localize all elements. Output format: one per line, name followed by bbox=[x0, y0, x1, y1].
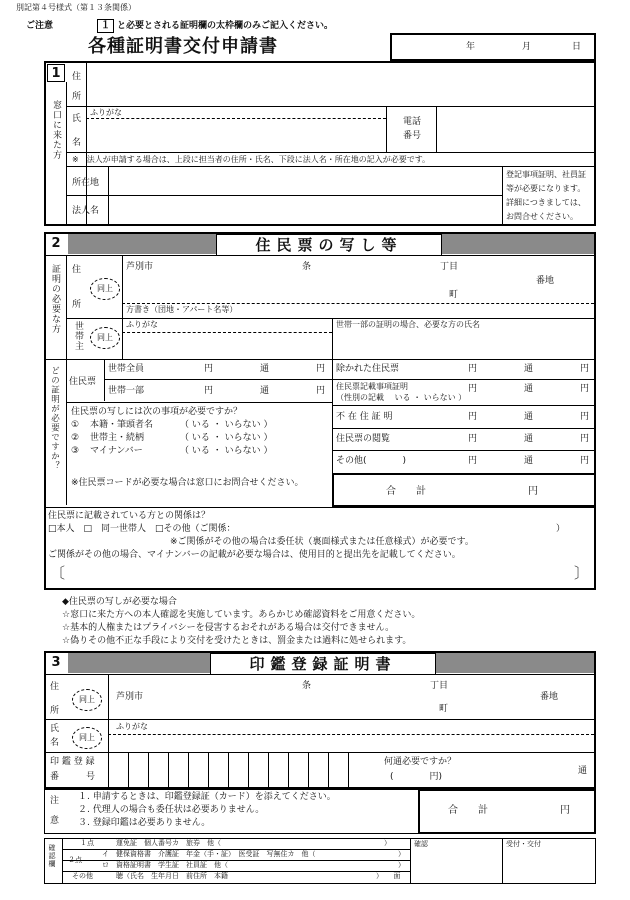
option-mynumber[interactable]: （ いる ・ いらない ） bbox=[180, 446, 273, 456]
relation-note2: ご関係がその他の場合、マイナンバーの記載が必要な場合は、使用目的と提出先を記載してください。 bbox=[48, 550, 461, 560]
same-as-above-s3-address[interactable]: 同上 bbox=[72, 689, 102, 711]
section1-side-label: 窓口に来た方 bbox=[51, 100, 61, 160]
section1-number: 1 bbox=[47, 64, 65, 82]
note-line-0: ◆住民票の写しが必要な場合 bbox=[62, 597, 177, 607]
note-line-2: ☆基本的人権またはプライバシーを侵害するおそれがある場合は交付できません。 bbox=[62, 623, 395, 633]
note-line-1: ☆窓口に来た方への本人確認を実施しています。あらかじめ確認資料をご用意ください。 bbox=[62, 610, 421, 620]
section2-total-box[interactable] bbox=[332, 473, 596, 507]
question: 住民票の写しには次の事項が必要ですか？ bbox=[71, 407, 243, 417]
section3-title: 印鑑登録証明書 bbox=[210, 653, 436, 675]
caution-item-1: ２. 代理人の場合も委任状は必要ありません。 bbox=[78, 805, 265, 815]
note-line-3: ☆偽りその他不正な手段により交付を受けたときは、罰金または過料に処せられます。 bbox=[62, 636, 412, 646]
notice-box: １ bbox=[97, 19, 114, 33]
notice-label: ご注意 bbox=[26, 21, 54, 31]
code-note: ※住民票コードが必要な場合は窓口にお問合せください。 bbox=[71, 478, 304, 488]
section1-furigana: ふりがな bbox=[90, 108, 122, 117]
relation-options[interactable]: □本人 □ 同一世帯人 □その他（ご関係： bbox=[48, 524, 236, 534]
same-as-above-head[interactable]: 同上 bbox=[90, 327, 120, 349]
section2-side-label2: どの証明が必要ですか？ bbox=[49, 366, 60, 471]
section3-number: 3 bbox=[51, 655, 61, 670]
date-box[interactable] bbox=[390, 33, 596, 61]
form-title: 各種証明書交付申請書 bbox=[88, 36, 278, 57]
same-as-above-s3-name[interactable]: 同上 bbox=[72, 727, 102, 749]
section2-side-label: 証明の必要な方 bbox=[50, 264, 60, 334]
relation-question: 住民票に記載されている方との関係は？ bbox=[48, 511, 211, 521]
section2-title: 住民票の写し等 bbox=[216, 234, 442, 256]
section2-number: 2 bbox=[51, 236, 61, 251]
same-as-above-address[interactable]: 同上 bbox=[90, 278, 120, 300]
notice-text: と必要とされる証明欄の太枠欄のみご記入ください。 bbox=[117, 21, 334, 31]
caution-item-0: １. 申請するときは、印鑑登録証（カード）を添えてください。 bbox=[78, 792, 336, 802]
form-number: 別記第４号様式（第１３条関係） bbox=[16, 3, 136, 12]
date-year: 年 bbox=[466, 42, 476, 52]
option-setainushi[interactable]: （ いる ・ いらない ） bbox=[180, 433, 273, 443]
date-month: 月 bbox=[522, 42, 532, 52]
section1-note: ※ 法人が申請する場合は、上段に担当者の住所・氏名、下段に法人名・所在地の記入が必要です。 bbox=[72, 155, 431, 164]
option-honseki[interactable]: （ いる ・ いらない ） bbox=[180, 420, 273, 430]
relation-note: ※ご関係がその他の場合は委任状（裏面様式または任意様式）が必要です。 bbox=[170, 537, 474, 547]
date-day: 日 bbox=[572, 42, 582, 52]
caution-item-2: ３. 登録印鑑は必要ありません。 bbox=[78, 818, 211, 828]
